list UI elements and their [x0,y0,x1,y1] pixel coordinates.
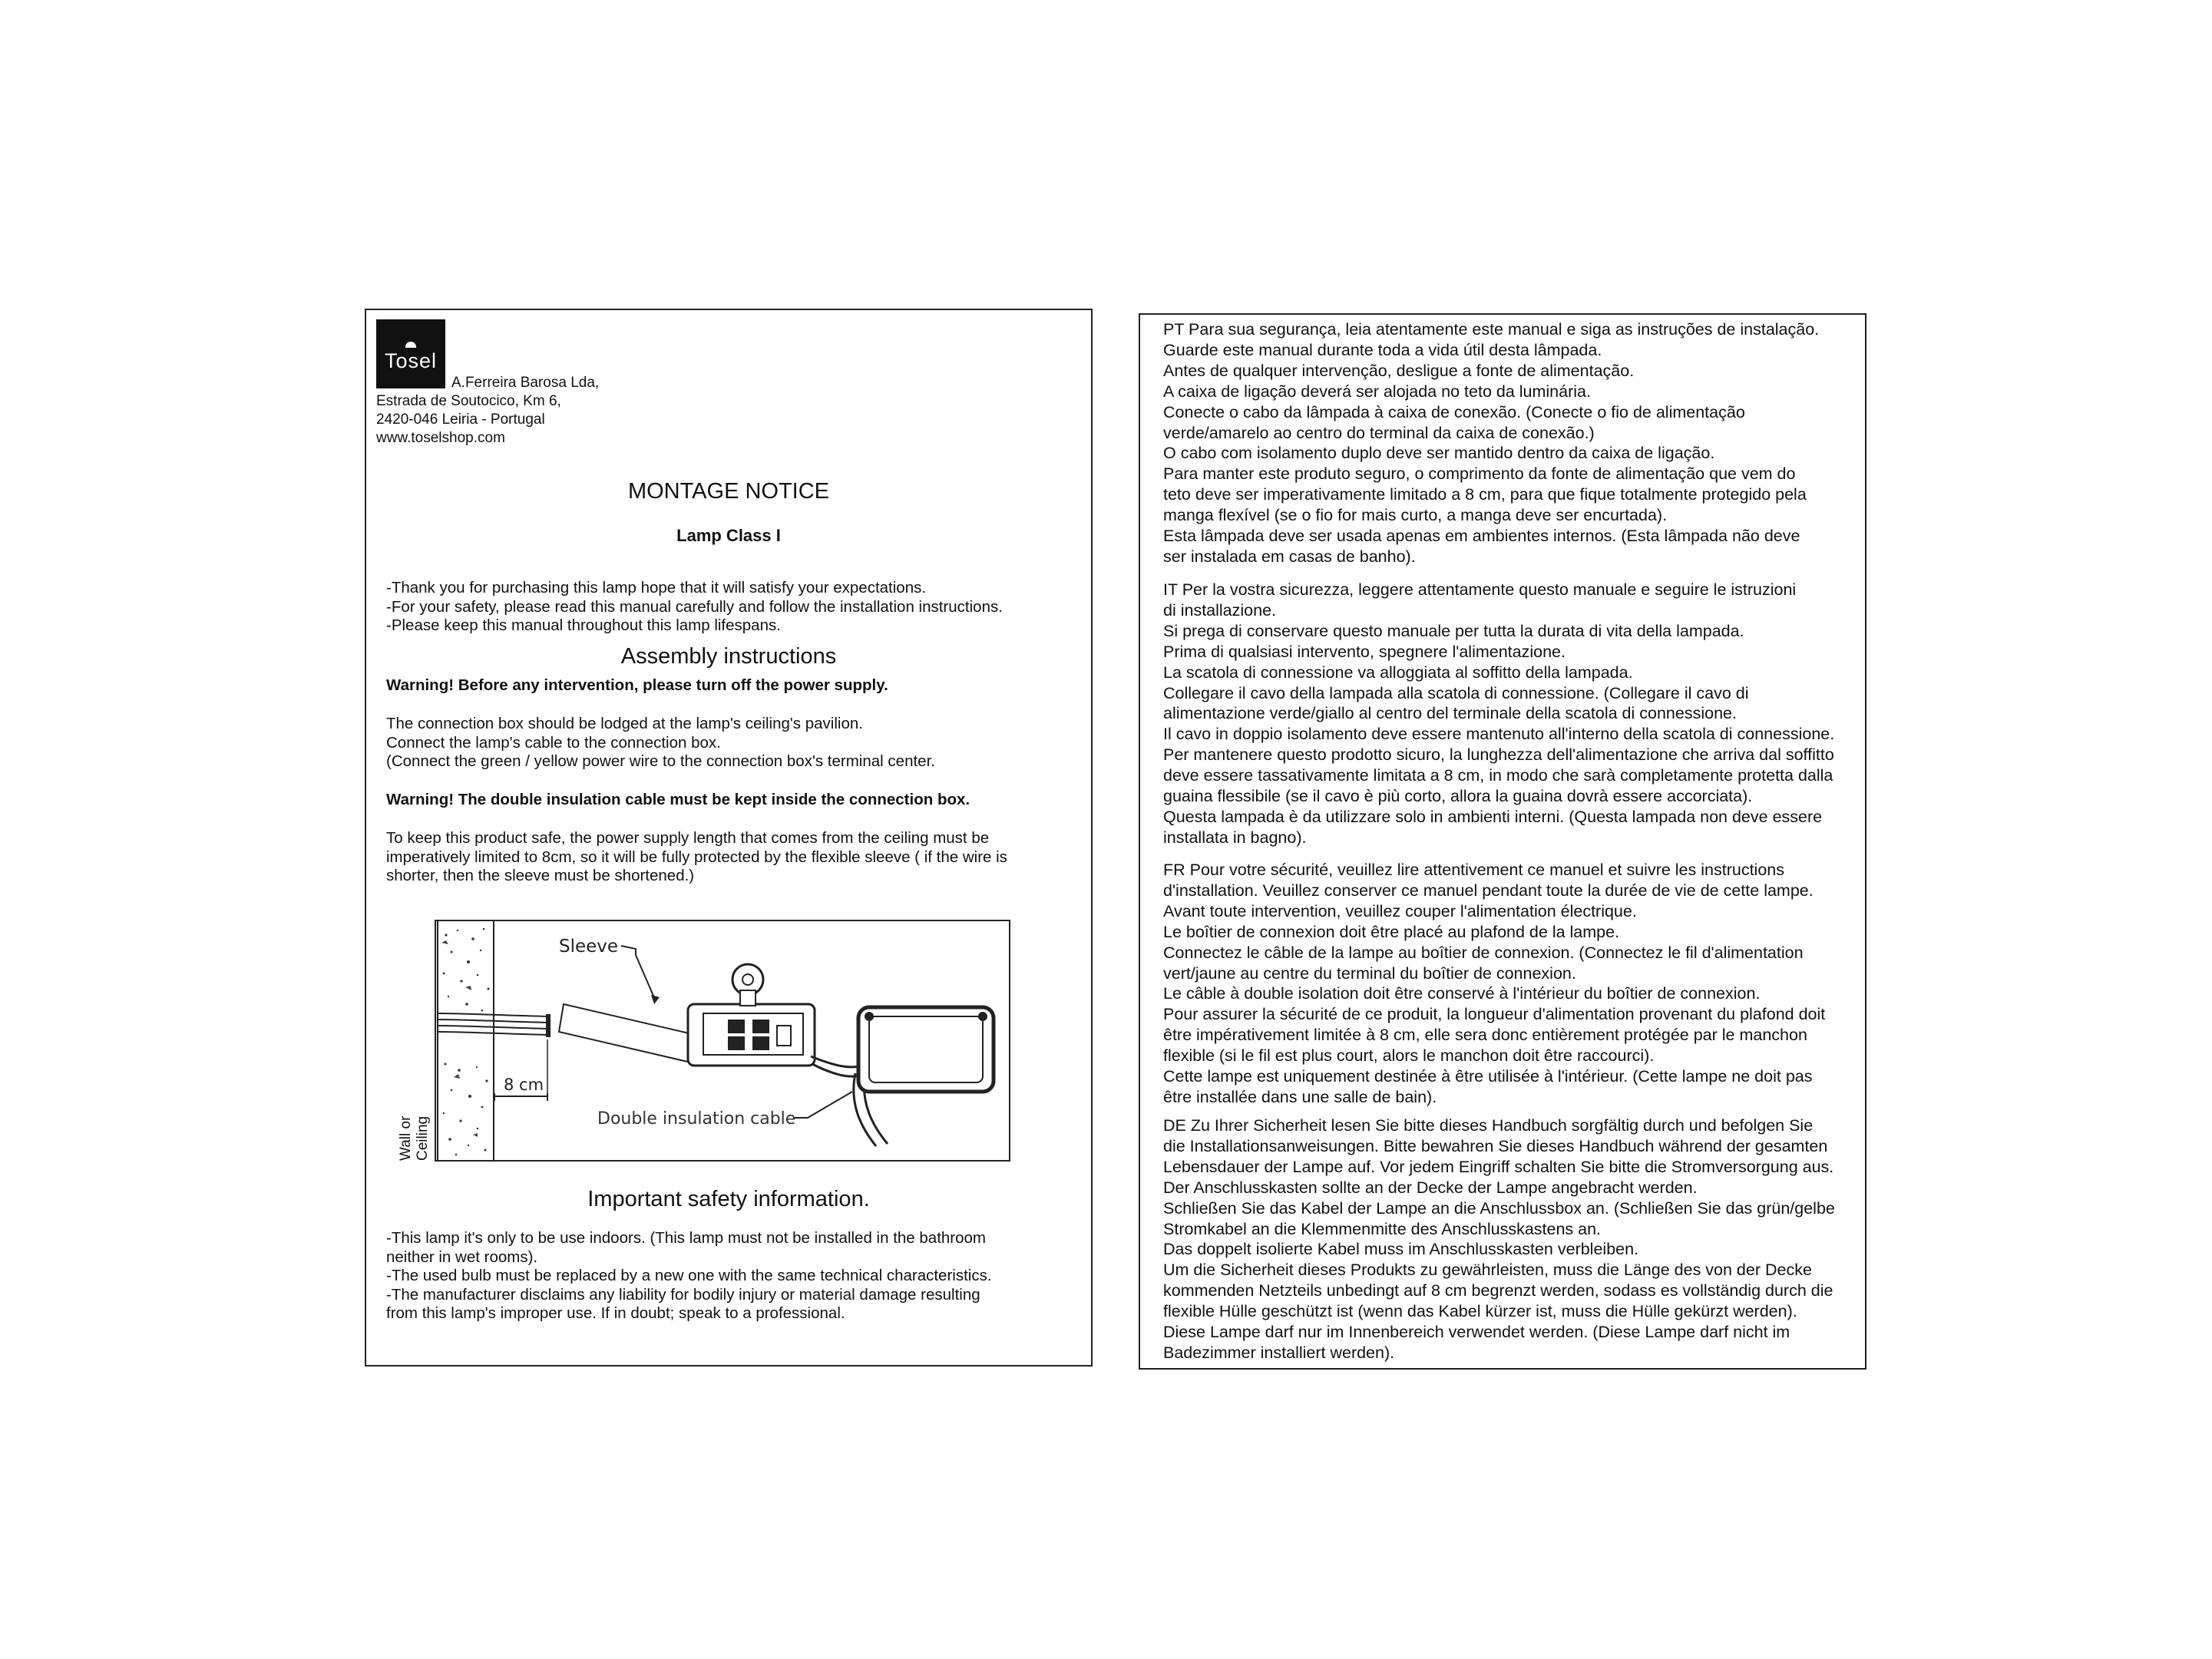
power-length-text: To keep this product safe, the power supply length that comes from the ceiling must be imperatively limited to 8cm, so it will be fully protected by the flexible sleeve ( if the wire is shorter, then the sleeve must be shortened.) [386,829,1007,884]
connection-box [858,1007,994,1092]
portuguese-section: PT Para sua segurança, leia atentamente este manual e siga as instruções de instalação. Guarde este manual durante toda a vida útil desta lâmpada. Antes de qualquer intervenção, desligue a fonte de alimentação. A caixa de ligação deverá ser alojada no teto da luminária. Conecte o cabo da lâmpada à caixa de conexão. (Conecte o fio de alimentação verde/amarelo ao centro do terminal da caixa de conexão.) O cabo com isolamento duplo deve ser mantido dentro da caixa de ligação. Para manter este produto seguro, o comprimento da fonte de alimentação que vem do teto deve ser imperativamente limitado a 8 cm, para que fique totalmente protegido pela manga flexível (se o fio for mais curto, a manga deve ser encurtada). Esta lâmpada deve ser usada apenas em ambientes internos. (Esta lâmpada não deve ser instalada em casas de banho). [1163,320,1820,566]
important-safety-text: -This lamp it's only to be use indoors. (This lamp must not be installed in the bathroom neither in wet rooms). -The used bulb must be replaced by a new one with the same technical characteristics. -The manufacturer disclaims any liability for bodily injury or material damage resulting from this lamp's improper use. If in doubt; speak to a professional. [386,1229,992,1322]
measure-label: 8 cm [504,1076,544,1094]
english-instruction-sheet [365,309,1093,1367]
important-safety-heading: Important safety information. [587,1187,870,1211]
address-line-2: Estrada de Soutocico, Km 6, [376,393,561,409]
page-title: MONTAGE NOTICE [627,479,830,504]
address-line-1: A.Ferreira Barosa Lda, [451,375,600,391]
address-line-3: 2420-046 Leiria - Portugal [376,411,545,428]
lamp-icon [405,342,416,348]
svg-text:Ceiling: Ceiling [415,1115,431,1161]
lamp-class-subtitle: Lamp Class I [676,526,781,545]
warning-power-off: Warning! Before any intervention, please turn off the power supply. [386,676,888,694]
translations-sheet [1139,313,1866,1370]
svg-text:Wall or: Wall or [398,1115,414,1161]
cable-label: Double insulation cable [597,1109,796,1129]
logo-text: Tosel [384,349,438,372]
sleeve-label: Sleeve [559,937,619,957]
connection-instructions: The connection box should be lodged at the lamp's ceiling's pavilion. Connect the lamp's cable to the connection box. (Connect the green / yellow power wire to the connection box's terminal center. [386,715,935,770]
installation-diagram [435,920,1010,1162]
website-link[interactable]: www.toselshop.com [376,430,505,446]
intro-text: -Thank you for purchasing this lamp hope that it will satisfy your expectations. -For your safety, please read this manual carefully and follow the installation instructions. -Please keep this manual throughout this lamp lifespans. [386,579,1003,634]
wall-section [438,921,494,1160]
tosel-logo [376,319,445,388]
italian-section: IT Per la vostra sicurezza, leggere attentamente questo manuale e seguire le istruzioni di installazione. Si prega di conservare questo manuale per tutta la durata di vita della lampada. Prima di qualsiasi intervento, spegnere l'alimentazione. La scatola di connessione va alloggiata al soffitto della lampada. Collegare il cavo della lampada alla scatola di connessione. (Collegare il cavo di alimentazione verde/giallo al centro del terminale della scatola di connessione. Il cavo in doppio isolamento deve essere mantenuto all'interno della scatola di connessione. Per mantenere questo prodotto sicuro, la lunghezza dell'alimentazione che arriva dal soffitto deve essere tassativamente limitata a 8 cm, in modo che sarà completamente protetta dalla guaina flessibile (se il cavo è più corto, allora la guaina dovrà essere accorciata). Questa lampada è da utilizzare solo in ambienti interni. (Questa lampada non deve essere installata in bagno). [1163,580,1835,847]
warning-double-insulation: Warning! The double insulation cable must be kept inside the connection box. [386,791,970,808]
wall-label [392,1081,438,1165]
flexible-sleeve [559,1004,696,1062]
french-section: FR Pour votre sécurité, veuillez lire attentivement ce manuel et suivre les instructions d'installation. Veuillez conserver ce manuel pendant toute la durée de vie de cette lampe. Avant toute intervention, veuillez couper l'alimentation électrique. Le boîtier de connexion doit être placé au plafond de la lampe. Connectez le câble de la lampe au boîtier de connexion. (Connectez le fil d'alimentation vert/jaune au centre du terminal du boîtier de connexion. Le câble à double isolation doit être conservé à l'intérieur du boîtier de connexion. Pour assurer la sécurité de ce produit, la longueur d'alimentation provenant du plafond doit être impérativement limitée à 8 cm, elle sera donc entièrement protégée par le manchon flexible (si le fil est plus court, alors le manchon doit être raccourci). Cette lampe est uniquement destinée à être utilisée à l'intérieur. (Cette lampe ne doit pas être installée dans une salle de bain). [1163,861,1826,1106]
terminal-block [688,964,815,1066]
assembly-heading: Assembly instructions [620,644,837,669]
german-section: DE Zu Ihrer Sicherheit lesen Sie bitte dieses Handbuch sorgfältig durch und befolgen Sie die Installationsanweisungen. Bitte bewahren Sie dieses Handbuch während der gesamten Lebensdauer der Lampe auf. Vor jedem Eingriff schalten Sie bitte die Stromversorgung aus. Der Anschlusskasten sollte an der Decke der Lampe angebracht werden. Schließen Sie das Kabel der Lampe an die Anschlussbox an. (Schließen Sie das grün/gelbe Stromkabel an die Klemmenmitte des Anschlusskastens an. Das doppelt isolierte Kabel muss im Anschlusskasten verbleiben. Um die Sicherheit dieses Produkts zu gewährleisten, muss die Länge des von der Decke kommenden Netzteils unbedingt auf 8 cm begrenzt werden, sodass es vollständig durch die flexible Hülle geschützt ist (wenn das Kabel kürzer ist, muss die Hülle gekürzt werden). Diese Lampe darf nur im Innenbereich verwendet werden. (Diese Lampe darf nicht im Badezimmer installiert werden). [1163,1116,1835,1362]
